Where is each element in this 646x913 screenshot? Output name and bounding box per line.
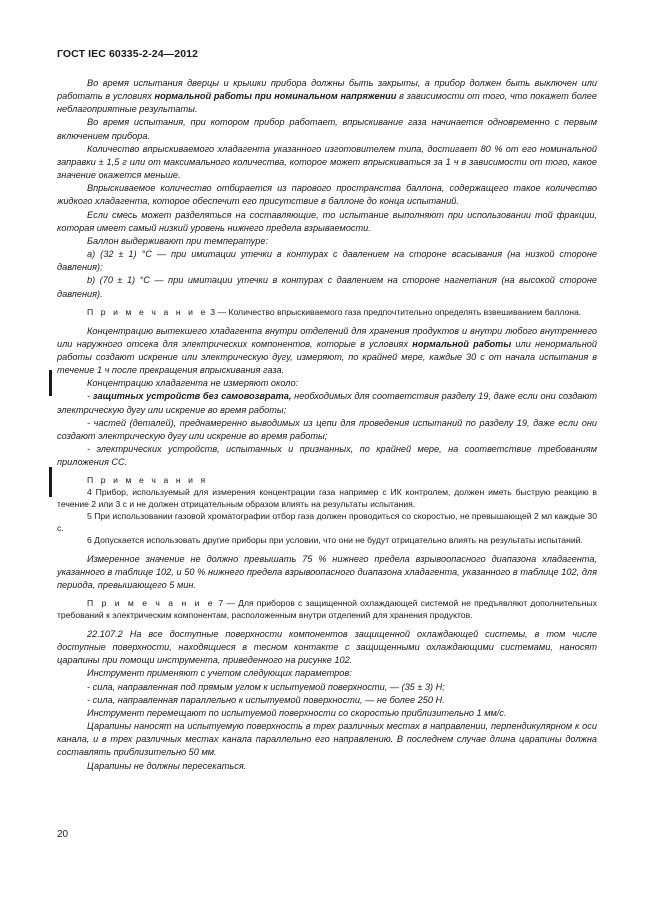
list-item: - сила, направленная параллельно к испытуемой поверхности, — не более 250 Н. (87, 694, 445, 705)
list-item: - частей (деталей), преднамеренно выводимых из цепи для проведения испытаний по разделу 19, даже если они создают электрическую дугу или искрение во время работы; (57, 417, 597, 441)
list-item: a) (32 ± 1) °C — при имитации утечки в контурах с давлением на стороне всасывания (на низкой стороне давления); (57, 249, 597, 273)
note-3: П р и м е ч а н и е 3 — Количество впрыскиваемого газа предпочтительно определять взвешиванием баллона. (87, 306, 582, 317)
note-5: 5 При использовании газовой хроматографии отбор газа должен проводиться со скоростью, не превышающей 2 мл каждые 30 с. (57, 511, 597, 533)
paragraph: Концентрацию вытекшего хладагента внутри отделений для хранения продуктов и внутри любого внутреннего или наружного отсека для электрических компонентов, которые в условиях нормальной работы или ненормальной работы создают искрение или электрическую дугу, измеряют, по крайней мере, каждые 30 с от начала испытания в течение 1 ч после прекращения впрыскивания газа. (57, 325, 597, 376)
paragraph: Царапины наносят на испытуемую поверхность в трех различных местах в направлении, перпендикулярном к оси канала, и в трех различных местах канала параллельно его направлению. В последнем случае длина царапины должна составлять приблизительно 50 мм. (57, 721, 597, 758)
note-7: П р и м е ч а н и е 7 — Для приборов с защищенной охлаждающей системой не предъявляют дополнительных требований к электрическим компонентам, расположенным внутри отделений для хранения продуктов. (57, 598, 598, 621)
list-item: - защитных устройств без самовозврата, необходимых для соответствия разделу 19, даже если они создают электрическую дугу или искрение во время работы; (57, 391, 597, 415)
paragraph: Во время испытания, при котором прибор работает, впрыскивание газа начинается одновременно с первым включением прибора. (57, 117, 597, 141)
notes-heading: П р и м е ч а н и я (87, 475, 208, 486)
paragraph: Царапины не должны пересекаться. (87, 760, 247, 771)
paragraph: Во время испытания дверцы и крышки прибора должны быть закрыты, а прибор должен быть выключен или работать в условиях нормальной работы при номинальном напряжении в зависимости от того, что покажет более неблагоприятные результаты. (57, 78, 598, 115)
paragraph: Впрыскиваемое количество отбирается из парового пространства баллона, содержащего такое количество жидкого хладагента, которое обеспечит его присутствие в баллоне до конца испытаний. (57, 183, 597, 207)
list-item: - электрических устройств, испытанных и признанных, по крайней мере, на соответствие требованиям приложения CC. (57, 443, 597, 468)
paragraph: Инструмент применяют с учетом следующих параметров: (87, 668, 352, 679)
paragraph: Концентрацию хладагента не измеряют около: (87, 378, 299, 389)
page-number: 20 (57, 829, 69, 840)
note-6: 6 Допускается использовать другие приборы при условии, что они не будут отрицательно влиять на результаты испытаний. (87, 534, 583, 545)
paragraph: Инструмент перемещают по испытуемой поверхности со скоростью приблизительно 1 мм/с. (87, 707, 507, 718)
paragraph: Баллон выдерживают при температуре: (87, 235, 269, 246)
list-item: b) (70 ± 1) °C — при имитации утечки в контурах с давлением на стороне нагнетания (на высокой стороне давления). (57, 275, 597, 299)
paragraph: Если смесь может разделяться на составляющие, то испытание выполняют при использовании той фракции, которая имеет самый низкий уровень нижнего предела взрываемости. (57, 209, 597, 233)
document-header: ГОСТ IEC 60335-2-24—2012 (57, 48, 199, 60)
paragraph: Количество впрыскиваемого хладагента указанного изготовителем типа, достигает 80 % от его номинальной заправки ± 1,5 г или от максимального количества, которое может впрыскиваться за 1 ч в зависимости от того, какое значение окажется меньше. (57, 143, 597, 181)
note-4: 4 Прибор, используемый для измерения концентрации газа например с ИК контролем, должен иметь быструю реакцию в течение 2 или 3 с и не должен отрицательным образом влиять на результаты испытания. (57, 487, 597, 510)
list-item: - сила, направленная под прямым углом к испытуемой поверхности, — (35 ± 3) Н; (87, 681, 445, 692)
change-bar (49, 467, 52, 497)
paragraph: 22.107.2 На все доступные поверхности компонентов защищенной охлаждающей системы, в том числе доступные поверхности, находящиеся в тесном контакте с защищенными охлаждающими системами, наносят царапины при помощи инструмента, приведенного на рисунке 102. (57, 629, 597, 666)
change-bar (49, 370, 52, 396)
paragraph: Измеренное значение не должно превышать 75 % нижнего предела взрывоопасного диапазона хладагента, указанного в таблице 102, и 50 % нижнего предела взрывоопасного диапазона хладагента, указанного в таблице 102, для периода, превышающего 5 мин. (57, 553, 597, 591)
page-body (57, 77, 597, 773)
